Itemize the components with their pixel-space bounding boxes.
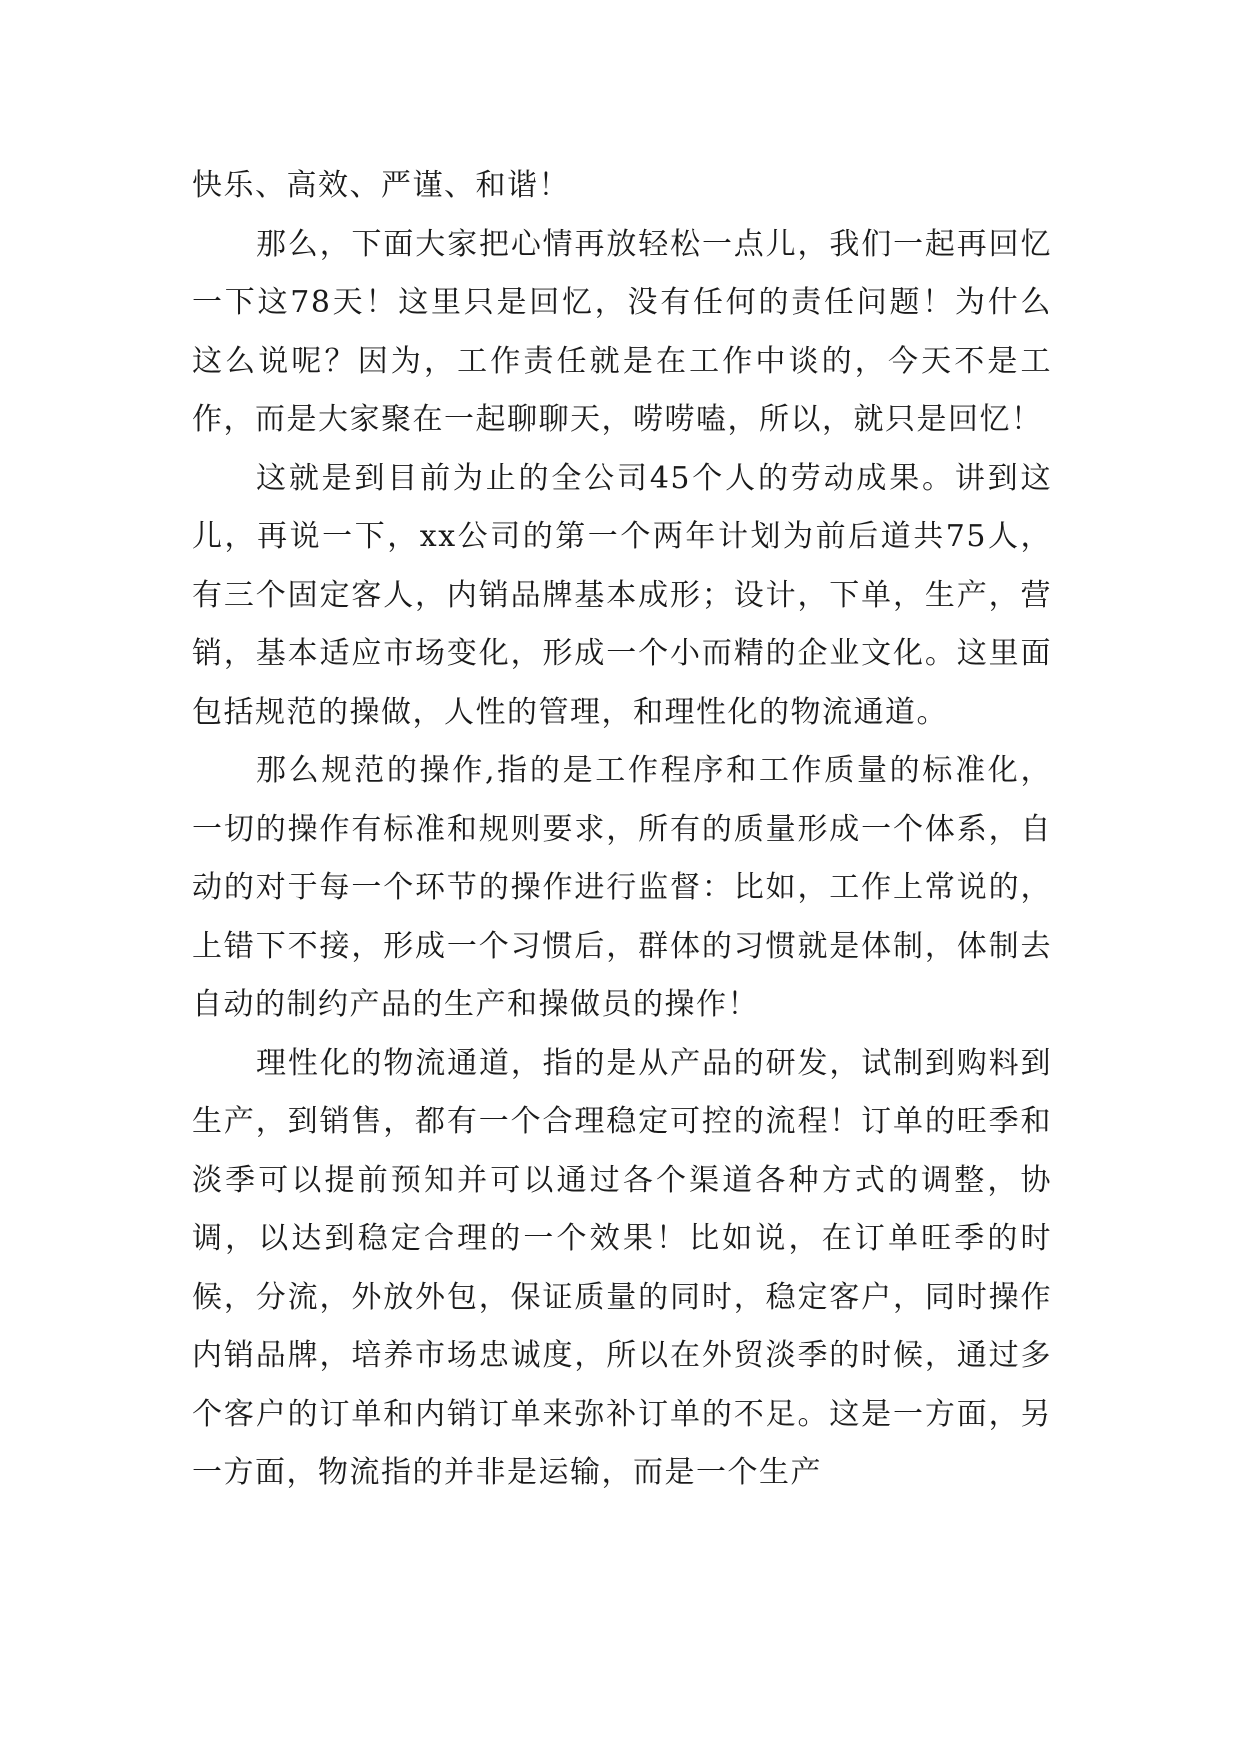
paragraph-4: 那么规范的操作,指的是工作程序和工作质量的标准化，一切的操作有标准和规则要求，所有的质量形成一个体系，自动的对于每一个环节的操作进行监督：比如，工作上常说的，上错下不接，形成一个习惯后，群体的习惯就是体制，体制去自动的制约产品的生产和操做员的操作！ xyxy=(192,753,1052,1022)
paragraph-5: 理性化的物流通道，指的是从产品的研发，试制到购料到生产，到销售，都有一个合理稳定可控的流程！订单的旺季和淡季可以提前预知并可以通过各个渠道各种方式的调整，协调，以达到稳定合理的一个效果！比如说，在订单旺季的时候，分流，外放外包，保证质量的同时，稳定客户，同时操作内销品牌，培养市场忠诚度，所以在外贸淡季的时候，通过多个客户的订单和内销订单来弥补订单的不足。这是一方面，另一方面，物流指的并非是运输，而是一个生产 xyxy=(192,1045,1052,1490)
paragraph-2: 那么，下面大家把心情再放轻松一点儿，我们一起再回忆一下这78天！这里只是回忆，没有任何的责任问题！为什么这么说呢？因为，工作责任就是在工作中谈的，今天不是工作，而是大家聚在一起聊聊天，唠唠嗑，所以，就只是回忆！ xyxy=(192,226,1052,437)
paragraph-1: 快乐、高效、严谨、和谐！ xyxy=(192,168,570,203)
document-body xyxy=(192,157,1052,1503)
paragraph-3: 这就是到目前为止的全公司45个人的劳动成果。讲到这儿，再说一下，xx公司的第一个两年计划为前后道共75人，有三个固定客人，内销品牌基本成形；设计，下单，生产，营销，基本适应市场变化，形成一个小而精的企业文化。这里面包括规范的操做，人性的管理，和理性化的物流通道。 xyxy=(192,460,1052,730)
